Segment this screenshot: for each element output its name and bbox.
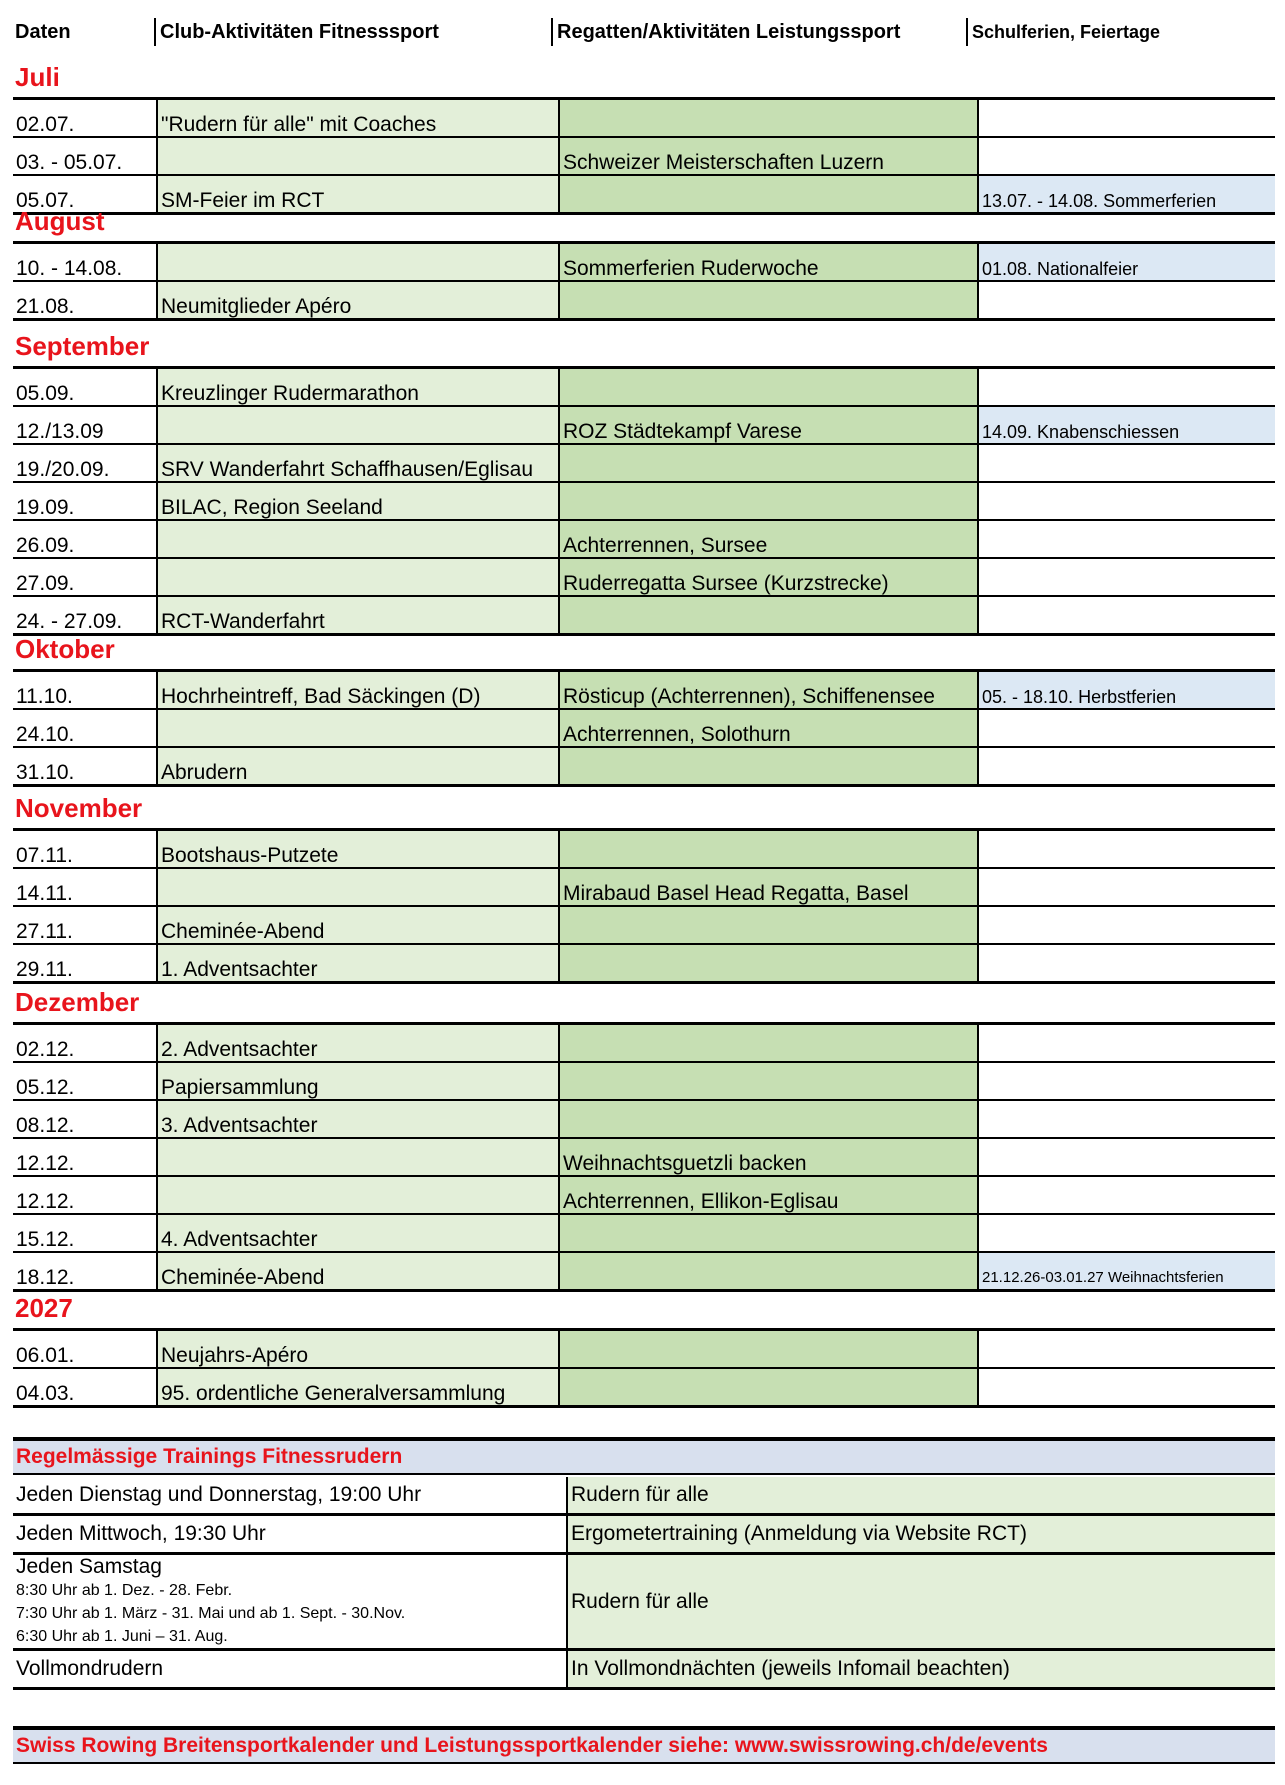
table-row — [13, 368, 1275, 407]
table-row — [13, 281, 1275, 320]
footer-note: Swiss Rowing Breitensportkalender und Leistungssportkalender siehe: www.swissrowing.ch/de/events — [13, 1726, 1275, 1764]
school-cell — [978, 709, 1275, 747]
club-cell: Abrudern — [157, 747, 559, 786]
school-cell — [978, 520, 1275, 558]
column-header-date: Daten — [15, 21, 71, 43]
club-cell: Neujahrs-Apéro — [157, 1330, 559, 1369]
table-row — [13, 99, 1275, 138]
regatta-cell — [559, 1062, 978, 1100]
school-cell — [978, 1330, 1275, 1369]
club-cell — [157, 558, 559, 596]
regatta-cell: Weihnachtsguetzli backen — [559, 1138, 978, 1176]
training-when-label: Jeden Mittwoch, 19:30 Uhr — [16, 1522, 266, 1545]
regatta-cell: Achterrennen, Solothurn — [559, 709, 978, 747]
school-cell — [978, 558, 1275, 596]
club-cell: BILAC, Region Seeland — [157, 482, 559, 520]
training-time-note: 7:30 Uhr ab 1. März - 31. Mai und ab 1. Sept. - 30.Nov. — [16, 1605, 406, 1622]
table-row — [13, 709, 1275, 747]
school-cell — [978, 1138, 1275, 1176]
regatta-cell — [559, 444, 978, 482]
club-cell: 2. Adventsachter — [157, 1024, 559, 1063]
table-row — [13, 671, 1275, 710]
club-cell: Papiersammlung — [157, 1062, 559, 1100]
regatta-cell — [559, 944, 978, 983]
training-when — [13, 1650, 567, 1689]
regatta-cell — [559, 482, 978, 520]
date-cell: 24. - 27.09. — [13, 596, 157, 635]
date-cell: 10. - 14.08. — [13, 243, 157, 282]
column-header-club: Club-Aktivitäten Fitnesssport — [154, 18, 439, 46]
table-row — [13, 558, 1275, 596]
school-cell: 14.09. Knabenschiessen — [978, 406, 1275, 444]
month-title: November — [15, 793, 143, 823]
school-cell — [978, 1176, 1275, 1214]
training-what: In Vollmondnächten (jeweils Infomail beachten) — [567, 1650, 1275, 1689]
table-row — [13, 747, 1275, 786]
regatta-cell — [559, 1100, 978, 1138]
regatta-cell — [559, 1214, 978, 1252]
club-cell: "Rudern für alle" mit Coaches — [157, 99, 559, 138]
table-row — [13, 1062, 1275, 1100]
regatta-cell — [559, 830, 978, 869]
training-row — [13, 1554, 1275, 1650]
date-cell: 05.09. — [13, 368, 157, 407]
regatta-cell: ROZ Städtekampf Varese — [559, 406, 978, 444]
training-what: Rudern für alle — [567, 1554, 1275, 1650]
table-row — [13, 1024, 1275, 1063]
club-cell: Bootshaus-Putzete — [157, 830, 559, 869]
month-table — [13, 97, 1275, 215]
club-cell — [157, 868, 559, 906]
school-cell — [978, 1214, 1275, 1252]
date-cell: 14.11. — [13, 868, 157, 906]
club-cell: 95. ordentliche Generalversammlung — [157, 1368, 559, 1407]
club-cell: RCT-Wanderfahrt — [157, 596, 559, 635]
month-table — [13, 366, 1275, 636]
table-row — [13, 406, 1275, 444]
date-cell: 19./20.09. — [13, 444, 157, 482]
date-cell: 27.09. — [13, 558, 157, 596]
table-row — [13, 1176, 1275, 1214]
table-row — [13, 520, 1275, 558]
training-row — [13, 1477, 1275, 1515]
school-cell: 01.08. Nationalfeier — [978, 243, 1275, 282]
club-cell — [157, 520, 559, 558]
training-when-label: Jeden Dienstag und Donnerstag, 19:00 Uhr — [16, 1483, 422, 1506]
regatta-cell: Achterrennen, Sursee — [559, 520, 978, 558]
training-row — [13, 1650, 1275, 1689]
month-table — [13, 669, 1275, 787]
regatta-cell: Rösticup (Achterrennen), Schiffenensee — [559, 671, 978, 710]
club-cell — [157, 406, 559, 444]
column-header-school: Schulferien, Feiertage — [966, 18, 1160, 46]
date-cell: 03. - 05.07. — [13, 137, 157, 175]
club-cell — [157, 1176, 559, 1214]
table-row — [13, 1368, 1275, 1407]
date-cell: 12.12. — [13, 1176, 157, 1214]
table-row — [13, 1214, 1275, 1252]
training-what: Rudern für alle — [567, 1477, 1275, 1515]
date-cell: 05.12. — [13, 1062, 157, 1100]
date-cell: 04.03. — [13, 1368, 157, 1407]
school-cell — [978, 444, 1275, 482]
club-cell: 1. Adventsachter — [157, 944, 559, 983]
school-cell: 21.12.26-03.01.27 Weihnachtsferien — [978, 1252, 1275, 1291]
date-cell: 24.10. — [13, 709, 157, 747]
school-cell — [978, 906, 1275, 944]
month-title: September — [15, 331, 150, 361]
table-row — [13, 175, 1275, 214]
month-title: August — [15, 206, 105, 236]
month-title: Dezember — [15, 987, 140, 1017]
table-row — [13, 243, 1275, 282]
club-cell: 3. Adventsachter — [157, 1100, 559, 1138]
regatta-cell — [559, 1024, 978, 1063]
training-when — [13, 1477, 567, 1515]
date-cell: 18.12. — [13, 1252, 157, 1291]
table-row — [13, 906, 1275, 944]
date-cell: 12.12. — [13, 1138, 157, 1176]
school-cell: 05. - 18.10. Herbstferien — [978, 671, 1275, 710]
school-cell — [978, 1024, 1275, 1063]
club-cell — [157, 1138, 559, 1176]
club-cell: Cheminée-Abend — [157, 1252, 559, 1291]
school-cell — [978, 99, 1275, 138]
date-cell: 07.11. — [13, 830, 157, 869]
table-row — [13, 596, 1275, 635]
regatta-cell: Sommerferien Ruderwoche — [559, 243, 978, 282]
month-title: 2027 — [15, 1293, 73, 1323]
training-time-note: 8:30 Uhr ab 1. Dez. - 28. Febr. — [16, 1582, 233, 1599]
school-cell — [978, 1100, 1275, 1138]
training-row — [13, 1515, 1275, 1554]
table-row — [13, 944, 1275, 983]
school-cell — [978, 482, 1275, 520]
school-cell — [978, 596, 1275, 635]
date-cell: 02.07. — [13, 99, 157, 138]
date-cell: 05.07. — [13, 175, 157, 214]
date-cell: 31.10. — [13, 747, 157, 786]
date-cell: 02.12. — [13, 1024, 157, 1063]
club-cell: SRV Wanderfahrt Schaffhausen/Eglisau — [157, 444, 559, 482]
training-section-title: Regelmässige Trainings Fitnessrudern — [13, 1437, 1275, 1475]
month-table — [13, 1022, 1275, 1292]
regatta-cell — [559, 747, 978, 786]
regatta-cell — [559, 99, 978, 138]
school-cell: 13.07. - 14.08. Sommerferien — [978, 175, 1275, 214]
date-cell: 29.11. — [13, 944, 157, 983]
month-title: Juli — [15, 62, 60, 92]
date-cell: 06.01. — [13, 1330, 157, 1369]
club-cell — [157, 709, 559, 747]
table-row — [13, 1100, 1275, 1138]
club-cell — [157, 243, 559, 282]
school-cell — [978, 944, 1275, 983]
month-table — [13, 828, 1275, 984]
table-row — [13, 1252, 1275, 1291]
regatta-cell: Mirabaud Basel Head Regatta, Basel — [559, 868, 978, 906]
month-table — [13, 1328, 1275, 1408]
regatta-cell — [559, 1252, 978, 1291]
training-time-note: 6:30 Uhr ab 1. Juni – 31. Aug. — [16, 1628, 228, 1645]
column-header-regatta: Regatten/Aktivitäten Leistungssport — [551, 18, 900, 46]
training-when — [13, 1515, 567, 1554]
regatta-cell: Ruderregatta Sursee (Kurzstrecke) — [559, 558, 978, 596]
table-row — [13, 137, 1275, 175]
school-cell — [978, 281, 1275, 320]
table-row — [13, 482, 1275, 520]
regatta-cell: Schweizer Meisterschaften Luzern — [559, 137, 978, 175]
month-title: Oktober — [15, 634, 115, 664]
training-when-label: Jeden Samstag — [16, 1555, 162, 1578]
club-cell: Kreuzlinger Rudermarathon — [157, 368, 559, 407]
month-table — [13, 241, 1275, 321]
regatta-cell — [559, 368, 978, 407]
school-cell — [978, 830, 1275, 869]
club-cell: 4. Adventsachter — [157, 1214, 559, 1252]
school-cell — [978, 368, 1275, 407]
regatta-cell — [559, 175, 978, 214]
training-what: Ergometertraining (Anmeldung via Website RCT) — [567, 1515, 1275, 1554]
school-cell — [978, 1062, 1275, 1100]
regatta-cell — [559, 1330, 978, 1369]
club-cell: Cheminée-Abend — [157, 906, 559, 944]
table-row — [13, 1330, 1275, 1369]
regatta-cell — [559, 596, 978, 635]
school-cell — [978, 1368, 1275, 1407]
date-cell: 11.10. — [13, 671, 157, 710]
table-row — [13, 444, 1275, 482]
training-table — [13, 1477, 1275, 1690]
regatta-cell: Achterrennen, Ellikon-Eglisau — [559, 1176, 978, 1214]
club-cell: Hochrheintreff, Bad Säckingen (D) — [157, 671, 559, 710]
table-row — [13, 830, 1275, 869]
school-cell — [978, 747, 1275, 786]
club-cell: Neumitglieder Apéro — [157, 281, 559, 320]
training-when-label: Vollmondrudern — [16, 1657, 164, 1680]
regatta-cell — [559, 906, 978, 944]
club-cell: SM-Feier im RCT — [157, 175, 559, 214]
date-cell: 27.11. — [13, 906, 157, 944]
date-cell: 12./13.09 — [13, 406, 157, 444]
club-cell — [157, 137, 559, 175]
table-row — [13, 1138, 1275, 1176]
school-cell — [978, 868, 1275, 906]
training-when — [13, 1554, 567, 1650]
table-row — [13, 868, 1275, 906]
date-cell: 19.09. — [13, 482, 157, 520]
regatta-cell — [559, 1368, 978, 1407]
date-cell: 08.12. — [13, 1100, 157, 1138]
date-cell: 15.12. — [13, 1214, 157, 1252]
date-cell: 21.08. — [13, 281, 157, 320]
date-cell: 26.09. — [13, 520, 157, 558]
school-cell — [978, 137, 1275, 175]
regatta-cell — [559, 281, 978, 320]
